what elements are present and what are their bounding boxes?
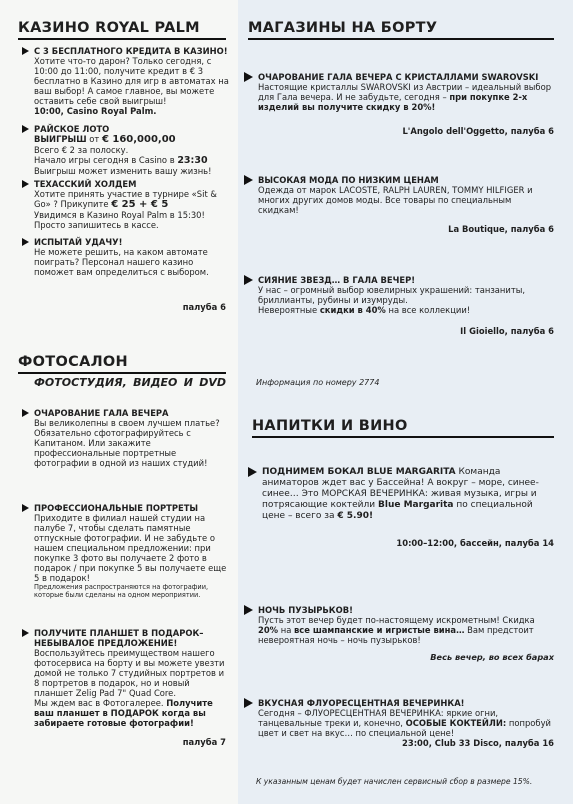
holdem-price: € 25 + € 5 (111, 199, 169, 210)
margarita-bold: Blue Margarita (378, 500, 454, 510)
photo-info: Информация по номеру 2774 (256, 378, 380, 387)
photo-item-tablet (34, 628, 230, 728)
item-heading: ВЫСОКАЯ МОДА ПО НИЗКИМ ЦЕНАМ (258, 175, 439, 185)
loto-prize: € 160,000,00 (101, 134, 176, 145)
drinks-item-margarita (262, 467, 554, 522)
tablet-text2b: Получите ваш планшет в ПОДАРОК когда вы забираете готовые фотографии! (34, 698, 213, 728)
item-text: Вы великолепны в своем лучшем платье? Обязательно сфотографируйтесь с Капитаном. Или закажите профессиональные портретные фотографии в одной из наших студий! (34, 418, 220, 468)
casino-item-credit (34, 46, 230, 116)
photo-subtitle: ФОТОСТУДИЯ, ВИДЕО И DVD (34, 376, 226, 389)
item-text: Хотите что-то дарон? Только сегодня, с 10:00 до 11:00, получите кредит в € 3 бесплатно в Казино для игр в автоматах на ваш выбор! А самое главное, вы можете оставить себе свой выигрыш! (34, 56, 229, 106)
margarita-price: € 5.90! (337, 511, 374, 521)
shops-item-jewels (258, 275, 554, 315)
jewels-text2a: Невероятные (258, 305, 318, 315)
jewels-discount: скидки в 40% (319, 305, 386, 315)
item-bold: при покупке 2-х изделий вы получите скидку в 20%! (258, 92, 528, 112)
item-text: Воспользуйтесь преимуществом нашего фотосервиса на борту и вы можете увезти домой не только 7 студийных портретов и 8 портретов в подарок, но и новый планшет Zelig Pad 7" Quad Core. (34, 648, 225, 698)
fluo-bold: ОСОБЫЕ КОКТЕЙЛИ: (405, 718, 507, 728)
casino-deck: палуба 6 (182, 302, 226, 312)
bullet-icon (22, 47, 29, 55)
item-text: Сегодня – ФЛУОРЕСЦЕНТНАЯ ВЕЧЕРИНКА: яркие огни, танцевальные треки и, конечно, (258, 708, 499, 728)
casino-title: КАЗИНО ROYAL PALM (18, 20, 200, 36)
bullet-icon (244, 175, 253, 185)
item-heading: ВКУСНАЯ ФЛУОРЕСЦЕНТНАЯ ВЕЧЕРИНКА! (258, 698, 465, 708)
bullet-icon (244, 275, 253, 285)
casino-item-luck (34, 237, 230, 277)
loto-line2: Начало игры сегодня в Casino в (34, 155, 175, 165)
bullet-icon (244, 698, 253, 708)
drinks-rule (252, 436, 554, 438)
item-heading: ПОДНИМЕМ БОКАЛ BLUE MARGARITA (262, 467, 456, 477)
shops-item-fashion (258, 175, 554, 215)
shops-rule (248, 38, 554, 40)
item-heading: ИСПЫТАЙ УДАЧУ! (34, 237, 123, 247)
item-text: Не можете решить, на каком автомате поиграть? Персонал нашего казино поможет вам определиться с выбором. (34, 247, 209, 277)
photo-title: ФОТОСАЛОН (18, 354, 128, 370)
fashion-footer: La Boutique, палуба 6 (448, 224, 554, 234)
bubbles-text2: на (280, 625, 292, 635)
fluo-footer: 23:00, Club 33 Disco, палуба 16 (402, 738, 554, 748)
casino-item-loto (34, 124, 230, 176)
holdem-text2: Увидимся в Казино Royal Palm в 15:30! Просто запишитесь в кассе. (34, 210, 205, 230)
item-heading: РАЙСКОЕ ЛОТО (34, 124, 110, 134)
item-text: У нас – огромный выбор ювелирных украшений: танзаниты, бриллианты, рубины и изумруды. (258, 285, 526, 305)
shops-item-swarovski (258, 72, 554, 112)
photo-deck: палуба 7 (182, 737, 226, 747)
item-heading: НОЧЬ ПУЗЫРЬКОВ! (258, 605, 353, 615)
margarita-text2: по специальной цене – всего за (262, 500, 533, 521)
loto-line1: Всего € 2 за полоску. (34, 145, 129, 155)
item-heading: СИЯНИЕ ЗВЕЗД… В ГАЛА ВЕЧЕР! (258, 275, 416, 285)
loto-line3: Выигрыш может изменить вашу жизнь! (34, 166, 212, 176)
service-charge-note: К указанным ценам будет начислен сервисный сбор в размере 15%. (256, 777, 533, 786)
shops-title: МАГАЗИНЫ НА БОРТУ (248, 20, 438, 36)
loto-time: 23:30 (177, 155, 208, 166)
photo-rule (18, 372, 226, 374)
bullet-icon (22, 629, 29, 637)
item-heading: ПОЛУЧИТЕ ПЛАНШЕТ В ПОДАРОК– НЕБЫВАЛОЕ ПРЕДЛОЖЕНИЕ! (34, 628, 204, 648)
margarita-footer: 10:00–12:00, бассейн, палуба 14 (396, 538, 554, 548)
item-text: Пусть этот вечер будет по-настоящему искрометным! Скидка (258, 615, 535, 625)
bullet-icon (244, 605, 253, 615)
bullet-icon (244, 72, 253, 82)
item-text: Настоящие кристаллы SWAROVSKI из Австрии – идеальный выбор для Гала вечера. И не забудьте, сегодня – (258, 82, 552, 102)
item-heading: ОЧАРОВАНИЕ ГАЛА ВЕЧЕРА (34, 408, 169, 418)
item-text: Одежда от марок LACOSTE, RALPH LAUREN, TOMMY HILFIGER и многих других домов моды. Все товары по специальным скидкам! (258, 185, 533, 215)
jewels-text2c: на все коллекции! (388, 305, 471, 315)
drinks-item-fluo (258, 698, 554, 738)
item-heading: С 3 БЕСПЛАТНОГО КРЕДИТА В КАЗИНО! (34, 46, 228, 56)
photo-item-gala (34, 408, 230, 468)
tablet-text2a: Мы ждем вас в Фотогалерее. (34, 698, 164, 708)
bullet-icon (22, 409, 29, 417)
jewels-footer: Il Gioiello, палуба 6 (460, 326, 554, 336)
photo-item-portraits (34, 503, 230, 599)
item-note: Предложения распространяются на фотографии, которые были сделаны на одном мероприятии. (34, 583, 209, 599)
drinks-title: НАПИТКИ И ВИНО (252, 418, 408, 434)
casino-rule (18, 38, 226, 40)
bubbles-text3: Вам предстоит невероятная ночь – ночь пузырьков! (258, 625, 534, 645)
bullet-icon (22, 180, 29, 188)
swarovski-footer: L'Angolo dell'Oggetto, палуба 6 (402, 126, 554, 136)
bullet-icon (22, 238, 29, 246)
loto-from: от (89, 134, 100, 144)
item-heading: ТЕХАССКИЙ ХОЛДЕМ (34, 179, 137, 189)
item-heading: ОЧАРОВАНИЕ ГАЛА ВЕЧЕРА С КРИСТАЛЛАМИ SWAROVSKI (258, 72, 539, 82)
item-text: Приходите в филиал нашей студии на палубе 7, чтобы сделать памятные отпускные фотографии. И не забудьте о нашем специальном предложении: при покупке 3 фото вы получаете 2 фото в подарок / при покупке 5 вы получаете еще 5 в подарок! (34, 513, 227, 583)
bubbles-discount: 20% (258, 625, 279, 635)
casino-item-holdem (34, 179, 230, 230)
bullet-icon (22, 125, 29, 133)
bullet-icon (248, 467, 257, 477)
loto-win-label: ВЫИГРЫШ (34, 134, 87, 144)
bubbles-bold2: все шампанские и игристые вина… (294, 625, 465, 635)
drinks-item-bubbles (258, 605, 554, 645)
fluo-text2: попробуй цвет и свет на вкус… по специальной цене! (258, 718, 551, 738)
item-text: Команда аниматоров ждет вас у Бассейна! А вокруг – море, синее-синее… Это МОРСКАЯ ВЕЧЕРИНКА: живая музыка, игры и потрясающие коктейли (262, 467, 539, 510)
bubbles-footer: Весь вечер, во всех барах (430, 652, 554, 662)
item-time: 10:00, Casino Royal Palm. (34, 106, 157, 116)
item-heading: ПРОФЕССИОНАЛЬНЫЕ ПОРТРЕТЫ (34, 503, 199, 513)
bullet-icon (22, 504, 29, 512)
right-column (238, 0, 573, 804)
holdem-text1: Хотите принять участие в турнире «Sit & Go» ? Прикупите (34, 189, 217, 209)
